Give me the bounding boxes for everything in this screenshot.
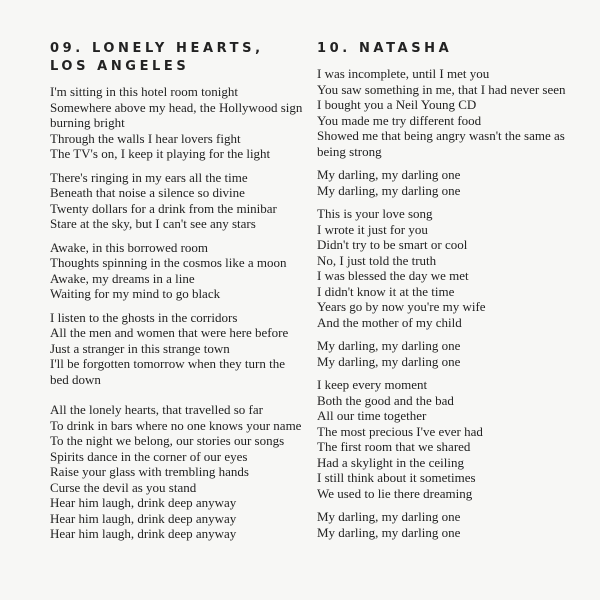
lyric-line: My darling, my darling one bbox=[317, 338, 461, 353]
lyric-line: Awake, my dreams in a line bbox=[50, 270, 195, 286]
lyric-stanza bbox=[50, 84, 303, 162]
lyric-line: Hear him laugh, drink deep anyway bbox=[50, 526, 237, 541]
song-title-line: 10. NATASHA bbox=[317, 41, 453, 56]
lyric-line: burning bright bbox=[50, 115, 125, 130]
lyric-line: Didn't try to be smart or cool bbox=[317, 237, 468, 252]
lyric-stanza bbox=[317, 66, 587, 159]
lyric-line: Hear him laugh, drink deep anyway bbox=[50, 510, 237, 526]
lyric-line: I still think about it sometimes bbox=[317, 470, 476, 485]
lyric-stanza bbox=[317, 338, 587, 369]
lyric-line: We used to lie there dreaming bbox=[317, 485, 473, 501]
song-title bbox=[317, 40, 587, 58]
lyric-line: bed down bbox=[50, 371, 101, 387]
lyric-line: The TV's on, I keep it playing for the light bbox=[50, 146, 271, 161]
lyric-line: Years go by now you're my wife bbox=[317, 299, 486, 314]
lyric-line: Waiting for my mind to go black bbox=[50, 286, 221, 301]
lyric-line: All the lonely hearts, that travelled so far bbox=[50, 402, 263, 417]
lyric-line: Thoughts spinning in the cosmos like a moon bbox=[50, 255, 287, 270]
lyric-line: Twenty dollars for a drink from the minibar bbox=[50, 200, 277, 216]
lyric-line: Beneath that noise a silence so divine bbox=[50, 185, 245, 200]
lyric-line: Had a skylight in the ceiling bbox=[317, 454, 464, 470]
lyric-line: My darling, my darling one bbox=[317, 353, 461, 369]
lyric-stanza bbox=[317, 167, 587, 198]
lyric-line: I was incomplete, until I met you bbox=[317, 66, 490, 81]
lyric-line: being strong bbox=[317, 143, 382, 159]
lyric-line: I keep every moment bbox=[317, 377, 428, 392]
lyric-line: Hear him laugh, drink deep anyway bbox=[50, 495, 237, 510]
lyric-line: I'm sitting in this hotel room tonight bbox=[50, 84, 238, 99]
lyric-stanza bbox=[50, 240, 300, 302]
lyric-line: I bought you a Neil Young CD bbox=[317, 97, 477, 112]
song-column-left bbox=[50, 40, 303, 550]
lyric-line: This is your love song bbox=[317, 206, 433, 221]
lyric-line: Spirits dance in the corner of our eyes bbox=[50, 448, 248, 464]
lyric-line: My darling, my darling one bbox=[317, 182, 461, 198]
lyric-line: Just a stranger in this strange town bbox=[50, 340, 230, 356]
lyric-line: The most precious I've ever had bbox=[317, 423, 483, 439]
lyric-stanza bbox=[317, 377, 587, 501]
lyric-stanza bbox=[317, 509, 587, 540]
song-title-line: 09. LONELY HEARTS, bbox=[50, 41, 264, 56]
song-column-right bbox=[317, 40, 587, 548]
lyric-line: Through the walls I hear lovers fight bbox=[50, 130, 241, 146]
lyric-line: To drink in bars where no one knows your name bbox=[50, 417, 302, 433]
lyric-line: I wrote it just for you bbox=[317, 221, 428, 237]
lyric-line: You made me try different food bbox=[317, 112, 482, 128]
lyric-line: You saw something in me, that I had never seen bbox=[317, 81, 566, 97]
lyric-line: Raise your glass with trembling hands bbox=[50, 464, 249, 479]
lyric-line: Both the good and the bad bbox=[317, 392, 454, 408]
song-title bbox=[50, 40, 300, 76]
lyric-line: To the night we belong, our stories our songs bbox=[50, 433, 285, 448]
lyric-line: There's ringing in my ears all the time bbox=[50, 169, 248, 185]
lyric-line: All our time together bbox=[317, 408, 427, 423]
lyric-line: Showed me that being angry wasn't the same as bbox=[317, 128, 565, 143]
lyric-line: I'll be forgotten tomorrow when they turn the bbox=[50, 356, 285, 371]
lyric-line: My darling, my darling one bbox=[317, 167, 461, 182]
lyric-line: No, I just told the truth bbox=[317, 252, 437, 268]
lyric-line: All the men and women that were here before bbox=[50, 325, 289, 340]
lyric-line: I was blessed the day we met bbox=[317, 268, 469, 283]
lyric-line: And the mother of my child bbox=[317, 314, 462, 330]
lyric-line: Stare at the sky, but I can't see any stars bbox=[50, 216, 256, 231]
lyric-line: My darling, my darling one bbox=[317, 509, 461, 524]
lyric-line: Awake, in this borrowed room bbox=[50, 239, 209, 255]
lyric-stanza bbox=[50, 310, 300, 388]
lyric-stanza bbox=[317, 206, 587, 330]
lyric-stanza bbox=[50, 170, 300, 232]
lyric-line: I didn't know it at the time bbox=[317, 283, 455, 299]
lyric-line: Curse the devil as you stand bbox=[50, 479, 197, 495]
lyric-line: I listen to the ghosts in the corridors bbox=[50, 309, 238, 325]
lyric-stanza bbox=[50, 402, 300, 542]
song-title-line: LOS ANGELES bbox=[50, 59, 190, 74]
lyric-line: Somewhere above my head, the Hollywood sign bbox=[50, 99, 303, 115]
lyric-line: The first room that we shared bbox=[317, 439, 471, 454]
lyric-line: My darling, my darling one bbox=[317, 524, 461, 540]
